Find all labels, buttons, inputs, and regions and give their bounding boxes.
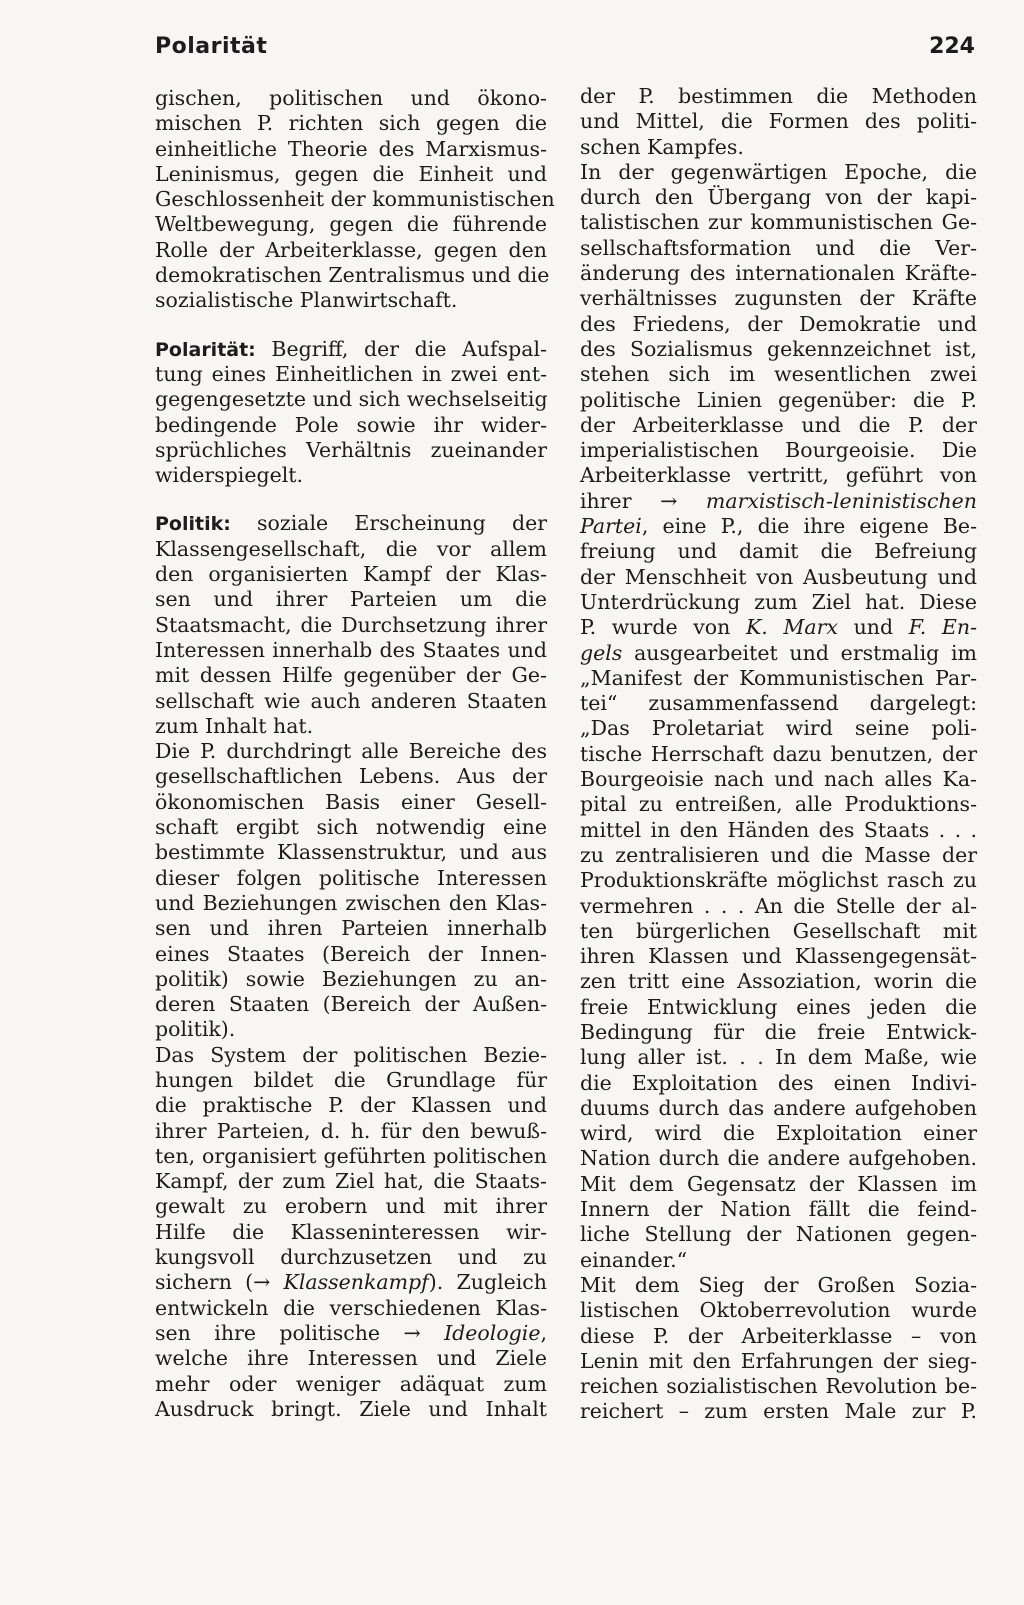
text-line [155, 238, 547, 263]
text-line [155, 1144, 547, 1169]
text-line [580, 539, 977, 564]
text-line [580, 1172, 977, 1197]
line-text: der P. bestimmen die Methoden [580, 84, 977, 108]
line-text: der Arbeiterklasse und die P. der [580, 412, 977, 437]
line-text: welche ihre Interessen und Ziele [155, 1346, 547, 1371]
text-line [580, 337, 977, 362]
cross-reference: Partei [580, 514, 642, 539]
text-line [580, 995, 977, 1020]
line-text: Interessen innerhalb des Staates und [155, 637, 547, 662]
line-text: zen tritt eine Assoziation, worin die [580, 969, 977, 994]
line-text: zum Inhalt hat. [155, 713, 314, 738]
line-text: duums durch das andere aufgehoben [580, 1095, 977, 1120]
text-line [155, 587, 547, 612]
line-text: Klassengesellschaft, die vor allem [155, 536, 547, 561]
line-text: ten, organisiert geführten politischen [155, 1143, 547, 1168]
text-line [155, 1119, 547, 1144]
line-text: änderung des internationalen Kräfte- [580, 261, 977, 286]
line-text: „Manifest der Kommunistischen Par- [580, 665, 977, 690]
text-line [580, 1020, 977, 1045]
line-text: der Menschheit von Ausbeutung und [580, 564, 977, 589]
text-line [155, 1169, 547, 1194]
text-line [580, 666, 977, 691]
text-line [155, 511, 547, 536]
line-text: gesellschaftlichen Lebens. Aus der [155, 764, 547, 789]
line-text: Leninismus, gegen die Einheit und [155, 161, 547, 186]
line-text: ten bürgerlichen Gesellschaft mit [580, 918, 977, 943]
text-line [580, 1298, 977, 1323]
text-line [155, 463, 547, 488]
line-text: mit dessen Hilfe gegenüber der Ge- [155, 663, 547, 688]
text-line [580, 109, 977, 134]
text-line [155, 613, 547, 638]
text-line [155, 764, 547, 789]
page-header [155, 34, 975, 70]
text-line [580, 388, 977, 413]
line-text: politik). [155, 1017, 236, 1042]
text-line [155, 162, 547, 187]
text-line [155, 1372, 547, 1397]
line-text: mittel in den Händen des Staats . . . [580, 817, 977, 842]
line-text: Produktionskräfte möglichst rasch zu [580, 868, 977, 893]
text-line [155, 1270, 547, 1295]
text-line [580, 312, 977, 337]
text-line [155, 638, 547, 663]
text-line [155, 137, 547, 162]
text-line [580, 135, 977, 160]
text-line [580, 514, 977, 539]
line-text: sprüchliches Verhältnis zueinander [155, 437, 547, 462]
line-text: gewalt zu erobern und mit ihrer [155, 1194, 547, 1219]
line-text: politik) sowie Beziehungen zu an- [155, 966, 547, 991]
text-line [580, 84, 977, 109]
entry-headword: Polarität: [155, 338, 256, 361]
text-line [580, 894, 977, 919]
left-column [155, 86, 555, 1422]
text-line [155, 337, 547, 362]
text-line [155, 86, 547, 111]
line-text: Bourgeoisie nach und nach alles Ka- [580, 767, 977, 792]
text-line [580, 1197, 977, 1222]
line-text: Nation durch die andere aufgehoben. [580, 1146, 977, 1171]
line-text: Begriff, der die Aufspal- [255, 336, 547, 361]
line-text: den organisierten Kampf der Klas- [155, 562, 547, 587]
text-line [580, 944, 977, 969]
text-line [580, 1324, 977, 1349]
line-text: die praktische P. der Klassen und [155, 1093, 547, 1118]
line-text: deren Staaten (Bereich der Außen- [155, 992, 547, 1017]
text-line [155, 1397, 547, 1422]
line-text: Lenin mit den Erfahrungen der sieg- [580, 1348, 977, 1373]
cross-reference: marxistisch-leninistischen [705, 488, 977, 513]
text-line [580, 1121, 977, 1146]
line-text: ausgearbeitet und erstmalig im [622, 640, 977, 665]
line-text: des Sozialismus gekennzeichnet ist, [580, 336, 977, 361]
text-line [155, 1220, 547, 1245]
text-line [580, 413, 977, 438]
line-text: und Beziehungen zwischen den Klas- [155, 890, 547, 915]
text-line [580, 919, 977, 944]
line-text: Mit dem Gegensatz der Klassen im [580, 1171, 977, 1196]
text-line [580, 742, 977, 767]
line-text: politische Linien gegenüber: die P. [580, 387, 977, 412]
text-line [155, 714, 547, 739]
text-line [580, 843, 977, 868]
line-text: , eine P., die ihre eigene Be- [641, 514, 977, 539]
text-line [580, 1146, 977, 1171]
line-text: liche Stellung der Nationen gegen- [580, 1222, 977, 1247]
line-text: Unterdrückung zum Ziel hat. Diese [580, 589, 977, 614]
cross-reference: Ideologie [444, 1320, 541, 1345]
text-line [580, 1045, 977, 1070]
text-line [580, 1399, 977, 1424]
text-line [580, 1071, 977, 1096]
line-text: verhältnisses zugunsten der Kräfte [580, 286, 977, 311]
text-line [155, 438, 547, 463]
text-line [580, 1096, 977, 1121]
line-text: Rolle der Arbeiterklasse, gegen den [155, 237, 547, 262]
text-line [580, 160, 977, 185]
text-line [580, 590, 977, 615]
line-text: tung eines Einheitlichen in zwei ent- [155, 361, 547, 386]
text-line [580, 691, 977, 716]
line-text: listischen Oktoberrevolution wurde [580, 1298, 977, 1323]
text-line [155, 916, 547, 941]
line-text: imperialistischen Bourgeoisie. Die [580, 438, 977, 463]
text-line [155, 562, 547, 587]
line-text: soziale Erscheinung der [230, 511, 547, 536]
line-text: Ausdruck bringt. Ziele und Inhalt [155, 1396, 547, 1421]
line-text: widerspiegelt. [155, 463, 304, 488]
line-text: und [837, 615, 909, 640]
text-line [155, 263, 550, 288]
line-text: ökonomischen Basis einer Gesell- [155, 789, 547, 814]
line-text: und Mittel, die Formen des politi- [580, 109, 977, 134]
text-line [580, 868, 977, 893]
line-text: bestimmte Klassenstruktur, und aus [155, 840, 547, 865]
line-text: diese P. der Arbeiterklasse – von [580, 1323, 977, 1348]
text-line [155, 1194, 547, 1219]
line-text: zu zentralisieren und die Masse der [580, 842, 977, 867]
line-text: In der gegenwärtigen Epoche, die [580, 159, 977, 184]
text-line [155, 663, 547, 688]
text-line [155, 111, 547, 136]
text-line [155, 413, 547, 438]
line-text: Das System der politischen Bezie- [155, 1042, 547, 1067]
line-text: sellschaft wie auch anderen Staaten [155, 688, 547, 713]
text-line [580, 1222, 977, 1247]
text-line [155, 1346, 547, 1371]
text-line [155, 1043, 547, 1068]
text-line [155, 1068, 547, 1093]
text-line [580, 489, 977, 514]
entry-headword: Politik: [155, 513, 231, 536]
line-text: wird, wird die Exploitation einer [580, 1121, 977, 1146]
line-text: Kampf, der zum Ziel hat, die Staats- [155, 1169, 547, 1194]
text-line [155, 891, 547, 916]
line-text: gegengesetzte und sich wechselseitig [155, 387, 548, 412]
text-line [155, 1245, 547, 1270]
line-text: P. wurde von [580, 615, 746, 640]
text-line [155, 1093, 547, 1118]
text-line [155, 387, 547, 412]
line-text: Geschlossenheit der kommunistischen [155, 187, 555, 212]
text-line [155, 992, 547, 1017]
line-text: freie Entwicklung eines jeden die [580, 994, 977, 1019]
text-line [580, 1374, 977, 1399]
text-line [155, 1017, 547, 1042]
cross-reference: K. Marx [745, 615, 838, 640]
text-line [580, 463, 977, 488]
text-line [155, 967, 547, 992]
text-line [155, 1296, 547, 1321]
line-text: reichert – zum ersten Male zur P. [580, 1399, 977, 1424]
text-line [155, 866, 547, 891]
line-text: eines Staates (Bereich der Innen- [155, 941, 547, 966]
line-text: , [540, 1320, 547, 1345]
text-line [155, 362, 547, 387]
cross-reference: F. En- [908, 615, 977, 640]
line-text: sen ihre politische → [155, 1320, 445, 1345]
line-text: Bedingung für die freie Entwick- [580, 1019, 977, 1044]
line-text: des Friedens, der Demokratie und [580, 311, 977, 336]
line-text: bedingende Pole sowie ihr wider- [155, 412, 547, 437]
line-text: stehen sich im wesentlichen zwei [580, 362, 977, 387]
line-text: Hilfe die Klasseninteressen wir- [155, 1219, 547, 1244]
line-text: sen und ihrer Parteien um die [155, 587, 547, 612]
text-line [580, 818, 977, 843]
cross-reference: gels [580, 640, 623, 665]
text-line [155, 815, 547, 840]
line-text: ). Zugleich [428, 1270, 547, 1295]
line-text: tische Herrschaft dazu benutzen, der [580, 741, 977, 766]
line-text: Die P. durchdringt alle Bereiche des [155, 739, 547, 764]
text-line [580, 1248, 977, 1273]
text-line [155, 1321, 547, 1346]
line-text: demokratischen Zentralismus und die [155, 263, 550, 288]
text-line [155, 212, 547, 237]
line-text: gischen, politischen und ökono- [155, 86, 547, 110]
text-line [580, 565, 977, 590]
text-line [155, 942, 547, 967]
line-text: sen und ihren Parteien innerhalb [155, 916, 547, 941]
text-line [580, 236, 977, 261]
line-text: mischen P. richten sich gegen die [155, 111, 547, 136]
line-text: einheitliche Theorie des Marxismus- [155, 136, 547, 161]
text-line [155, 537, 547, 562]
line-text: einander.“ [580, 1247, 688, 1272]
line-text: schaft ergibt sich notwendig eine [155, 815, 547, 840]
text-line [155, 840, 547, 865]
text-line [155, 739, 547, 764]
running-head: Polarität [155, 34, 268, 59]
line-text: sellschaftsformation und die Ver- [580, 235, 977, 260]
line-text: Arbeiterklasse vertritt, geführt von [580, 463, 977, 488]
line-text: entwickeln die verschiedenen Klas- [155, 1295, 547, 1320]
line-text: lung aller ist. . . In dem Maße, wie [580, 1045, 977, 1070]
line-text: freiung und damit die Befreiung [580, 539, 977, 564]
line-text: ihren Klassen und Klassengegensät- [580, 944, 977, 969]
line-text: Weltbewegung, gegen die führende [155, 212, 547, 237]
line-text: kungsvoll durchzusetzen und zu [155, 1245, 547, 1270]
text-line [580, 641, 977, 666]
page-number: 224 [929, 34, 975, 59]
text-line [155, 790, 547, 815]
text-line [580, 261, 977, 286]
text-line [155, 288, 547, 313]
line-text: die Exploitation des einen Indivi- [580, 1070, 977, 1095]
line-text: Innern der Nation fällt die feind- [580, 1197, 977, 1222]
line-text: sichern (→ [155, 1270, 284, 1295]
right-column [580, 84, 977, 1425]
line-text: mehr oder weniger adäquat zum [155, 1371, 547, 1396]
line-text: hungen bildet die Grundlage für [155, 1067, 547, 1092]
entry-gap [155, 314, 547, 337]
entry-gap [155, 488, 547, 511]
line-text: talistischen zur kommunistischen Ge- [580, 210, 977, 235]
line-text: tei“ zusammenfassend dargelegt: [580, 691, 977, 716]
text-line [580, 792, 977, 817]
line-text: sozialistische Planwirtschaft. [155, 288, 458, 313]
line-text: ihrer → [580, 488, 706, 513]
line-text: Staatsmacht, die Durchsetzung ihrer [155, 612, 547, 637]
line-text: durch den Übergang von der kapi- [580, 185, 977, 210]
text-line [155, 689, 547, 714]
cross-reference: Klassenkampf [283, 1270, 429, 1295]
text-line [580, 1349, 977, 1374]
text-line [580, 286, 977, 311]
text-line [580, 1273, 977, 1298]
line-text: „Das Proletariat wird seine poli- [580, 716, 977, 741]
text-line [580, 767, 977, 792]
line-text: dieser folgen politische Interessen [155, 865, 547, 890]
line-text: pital zu entreißen, alle Produktions- [580, 792, 977, 817]
line-text: vermehren . . . An die Stelle der al- [580, 893, 977, 918]
line-text: schen Kampfes. [580, 134, 744, 159]
text-line [580, 716, 977, 741]
text-line [580, 185, 977, 210]
text-line [580, 969, 977, 994]
text-line [580, 615, 977, 640]
line-text: reichen sozialistischen Revolution be- [580, 1374, 977, 1399]
text-line [580, 362, 977, 387]
line-text: ihrer Parteien, d. h. für den bewuß- [155, 1118, 547, 1143]
text-line [155, 187, 555, 212]
line-text: Mit dem Sieg der Großen Sozia- [580, 1272, 977, 1297]
text-line [580, 210, 977, 235]
text-line [580, 438, 977, 463]
